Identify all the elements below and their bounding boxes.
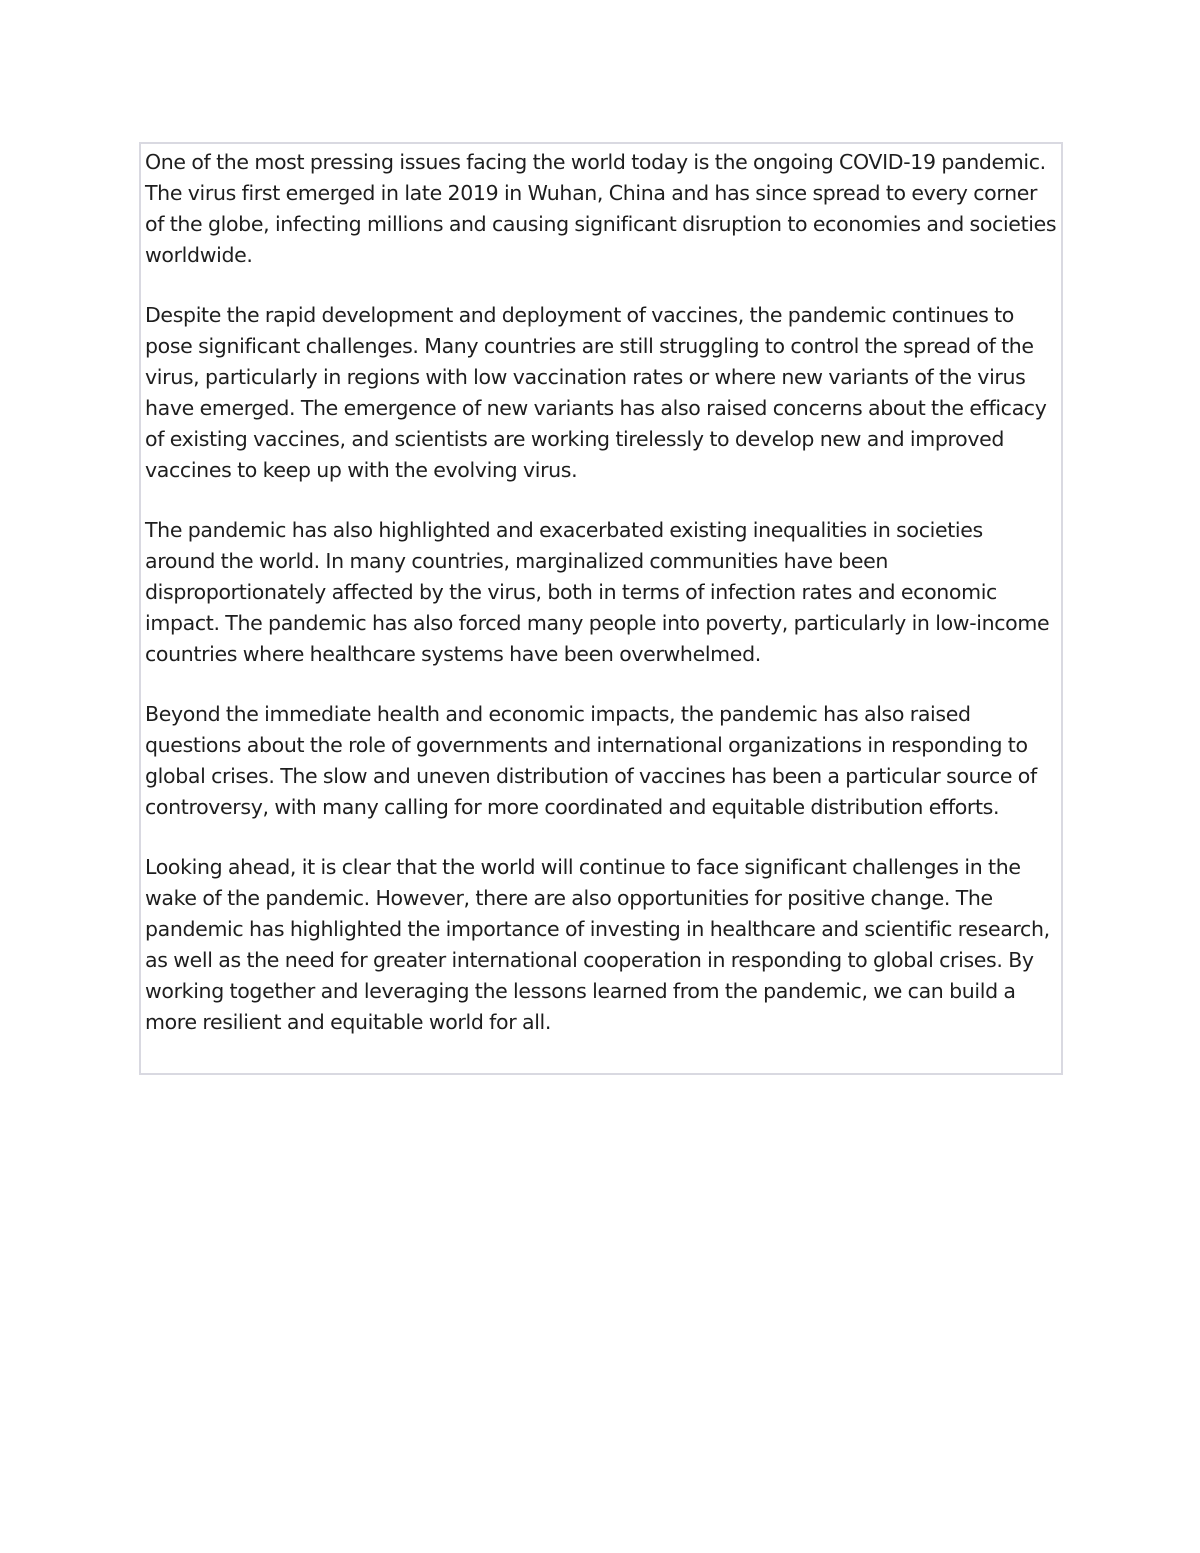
text-box (139, 142, 1063, 1075)
paragraph-2: Despite the rapid development and deployment of vaccines, the pandemic continues to pose significant challenges. Many countries are still struggling to control the spread of the virus, particularly in regions with low vaccination rates or where new variants of the virus have emerged. The emergence of new variants has also raised concerns about the efficacy of existing vaccines, and scientists are working tirelessly to develop new and improved vaccines to keep up with the evolving virus. (145, 303, 1047, 482)
paragraph-3: The pandemic has also highlighted and exacerbated existing inequalities in societies around the world. In many countries, marginalized communities have been disproportionately affected by the virus, both in terms of infection rates and economic impact. The pandemic has also forced many people into poverty, particularly in low-income countries where healthcare systems have been overwhelmed. (145, 518, 1050, 666)
paragraph-5: Looking ahead, it is clear that the world will continue to face significant challenges in the wake of the pandemic. However, there are also opportunities for positive change. The pandemic has highlighted the importance of investing in healthcare and scientific research, as well as the need for greater international cooperation in responding to global crises. By working together and leveraging the lessons learned from the pandemic, we can build a more resilient and equitable world for all. (145, 855, 1050, 1034)
paragraph-1: One of the most pressing issues facing the world today is the ongoing COVID-19 pandemic. The virus first emerged in late 2019 in Wuhan, China and has since spread to every corner of the globe, infecting millions and causing significant disruption to economies and societies worldwide. (145, 150, 1057, 267)
paragraph-4: Beyond the immediate health and economic impacts, the pandemic has also raised questions about the role of governments and international organizations in responding to global crises. The slow and uneven distribution of vaccines has been a particular source of controversy, with many calling for more coordinated and equitable distribution efforts. (145, 702, 1037, 819)
